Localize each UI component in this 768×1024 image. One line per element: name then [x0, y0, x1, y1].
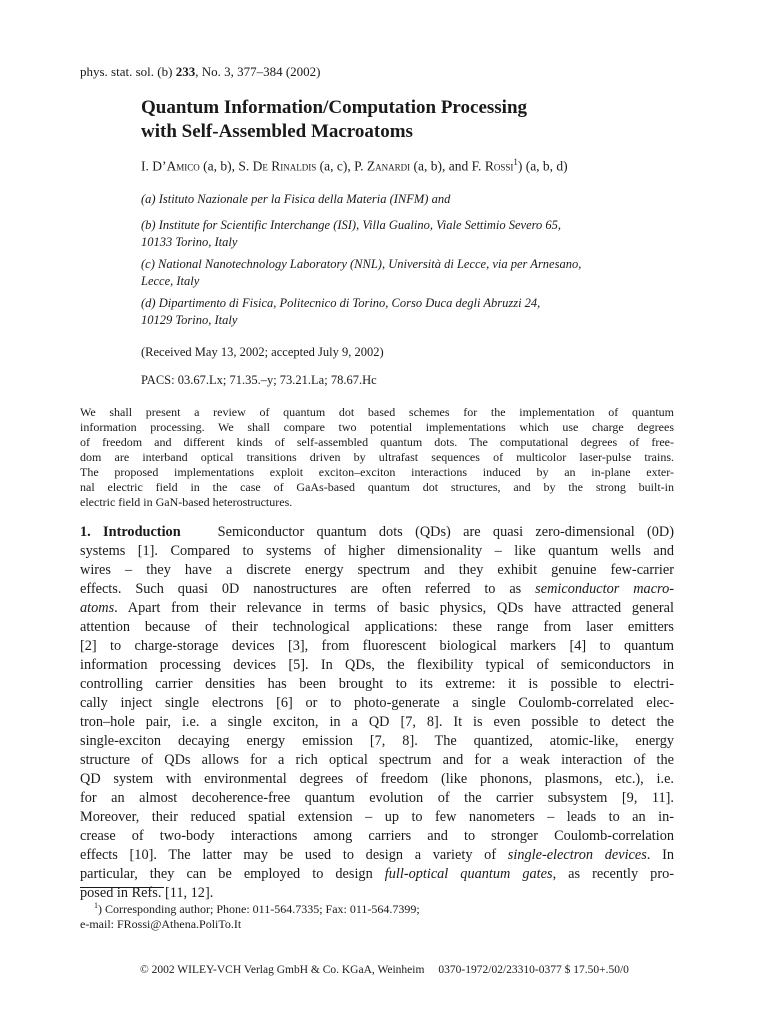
- intro-line: [80, 523, 674, 542]
- title-line-2: with Self-Assembled Macroatoms: [141, 121, 413, 142]
- footnote-divider: [80, 887, 164, 888]
- intro-text: effects [10]. The latter may be used to design a variety of: [80, 847, 508, 863]
- footnote: [80, 898, 420, 932]
- author-4-initial: F.: [471, 158, 485, 174]
- section-heading: 1. Introduction: [80, 524, 181, 540]
- author-1-affil: (a, b),: [199, 158, 239, 174]
- intro-line: information processing devices [5]. In QDs, the flexibility typical of semiconductors in: [80, 657, 674, 673]
- author-1-surname: Amico: [166, 158, 200, 174]
- author-4-surname: Rossi: [484, 158, 514, 174]
- author-4-footnote-mark: 1: [513, 157, 518, 167]
- intro-emphasis: full-optical quantum gates: [384, 866, 553, 882]
- footnote-mark: 1: [94, 901, 98, 910]
- intro-line: [80, 599, 674, 618]
- page-footer: [140, 964, 629, 976]
- intro-line: systems [1]. Compared to systems of higher dimensionality – like quantum wells and: [80, 543, 674, 559]
- abstract-line: We shall present a review of quantum dot based schemes for the implementation of quantum: [80, 405, 674, 419]
- intro-line: Moreover, their reduced spatial extension – up to few nanometers – leads to an in-: [80, 809, 674, 825]
- intro-line: [80, 865, 674, 884]
- intro-text: particular, they can be employed to design: [80, 866, 385, 882]
- abstract-line: electric field in GaN-based heterostructures.: [80, 495, 293, 509]
- journal-name: phys. stat. sol. (b): [80, 64, 173, 79]
- pacs-codes: PACS: 03.67.Lx; 71.35.–y; 73.21.La; 78.67.Hc: [141, 373, 377, 387]
- footnote-line-1: [80, 898, 420, 917]
- affiliation-b-line-2: 10133 Torino, Italy: [141, 235, 238, 249]
- intro-text: . In: [646, 847, 674, 863]
- footnote-text: ) Corresponding author; Phone: 011-564.7335; Fax: 011-564.7399;: [98, 902, 420, 916]
- intro-line: single-exciton decaying energy emission [7, 8]. The quantized, atomic-like, energy: [80, 733, 674, 749]
- intro-line: structure of QDs allows for a rich optical spectrum and for a weak interaction of the: [80, 752, 674, 768]
- author-3-affil: (a, b), and: [410, 158, 472, 174]
- intro-emphasis: semiconductor macro-: [535, 581, 674, 597]
- intro-line: [2] to charge-storage devices [3], from fluorescent biological markers [4] to quantum: [80, 638, 674, 654]
- intro-emphasis: atoms: [80, 600, 115, 616]
- affiliation-b: [141, 217, 701, 251]
- title-line-1: Quantum Information/Computation Processing: [141, 97, 528, 118]
- copyright-notice: © 2002 WILEY-VCH Verlag GmbH & Co. KGaA, Weinheim: [140, 964, 425, 976]
- author-2-affil: (a, c),: [316, 158, 355, 174]
- affiliation-b-line-1: (b) Institute for Scientific Interchange (ISI), Villa Gualino, Viale Settimio Severo 65,: [141, 218, 562, 232]
- author-2-surname: De Rinaldis: [252, 158, 317, 174]
- received-dates: (Received May 13, 2002; accepted July 9, 2002): [141, 345, 384, 359]
- intro-line: attention because of their technological applications: these range from laser emitters: [80, 619, 674, 635]
- intro-line: wires – they have a discrete energy spectrum and they exhibit genuine few-carrier: [80, 562, 674, 578]
- author-1-initial: I. D’: [141, 158, 167, 174]
- author-3-surname: Zanardi: [366, 158, 411, 174]
- affiliation-c-line-2: Lecce, Italy: [141, 274, 200, 288]
- affiliation-d-line-2: 10129 Torino, Italy: [141, 313, 238, 327]
- intro-line: [80, 580, 674, 599]
- intro-line: crease of two-body interactions among carriers and to stronger Coulomb-correlation: [80, 828, 674, 844]
- intro-text: . Apart from their relevance in terms of basic physics, QDs have attracted general: [114, 600, 674, 616]
- abstract-line: The proposed implementations exploit exciton–exciton interactions induced by an in-plane exter-: [80, 465, 674, 479]
- abstract-line: nal electric field in the case of GaAs-based quantum dot structures, and by the strong built-in: [80, 480, 674, 494]
- intro-emphasis: single-electron devices: [507, 847, 647, 863]
- abstract-line: of freedom and different kinds of self-assembled quantum dots. The computational degrees of free-: [80, 435, 674, 449]
- abstract-line: information processing. We shall compare two potential implementations which use charge degrees: [80, 420, 674, 434]
- affiliation-d: [141, 295, 701, 329]
- affiliation-c: [141, 256, 701, 290]
- journal-citation: [80, 64, 321, 80]
- affiliation-c-line-1: (c) National Nanotechnology Laboratory (NNL), Università di Lecce, via per Arnesano,: [141, 257, 582, 271]
- abstract: [80, 405, 674, 510]
- intro-line: cally inject single electrons [6] or to photo-generate a single Coulomb-correlated elec-: [80, 695, 674, 711]
- intro-text: Semiconductor quantum dots (QDs) are quasi zero-dimensional (0D): [217, 524, 674, 540]
- publication-code: 0370-1972/02/23310-0377 $ 17.50+.50/0: [438, 964, 629, 976]
- author-4-affil: ) (a, b, d): [517, 158, 568, 174]
- intro-line: [80, 846, 674, 865]
- footnote-line-2: e-mail: FRossi@Athena.PoliTo.It: [80, 917, 242, 931]
- intro-text: , as recently pro-: [552, 866, 674, 882]
- introduction-section: [80, 523, 674, 903]
- journal-issue-pages: , No. 3, 377–384 (2002): [195, 64, 321, 79]
- affiliation-d-line-1: (d) Dipartimento di Fisica, Politecnico di Torino, Corso Duca degli Abruzzi 24,: [141, 296, 541, 310]
- intro-line: tron–hole pair, i.e. a single exciton, in a QD [7, 8]. It is even possible to detect the: [80, 714, 674, 730]
- affiliation-a: (a) Istituto Nazionale per la Fisica della Materia (INFM) and: [141, 192, 451, 206]
- journal-volume: 233: [175, 64, 196, 79]
- intro-line: controlling carrier densities has been brought to its extreme: it is possible to electri-: [80, 676, 674, 692]
- intro-line: posed in Refs. [11, 12].: [80, 885, 214, 901]
- paper-title: [141, 96, 701, 144]
- author-3-initial: P.: [354, 158, 367, 174]
- author-list: [141, 157, 568, 175]
- abstract-line: dom are interband optical transitions driven by ultrafast sequences of multicolor laser-pulse trains.: [80, 450, 674, 464]
- intro-line: QD system with environmental degrees of freedom (like phonons, plasmons, etc.), i.e.: [80, 771, 674, 787]
- intro-line: for an almost decoherence-free quantum evolution of the carrier subsystem [9, 11].: [80, 790, 674, 806]
- intro-text: effects. Such quasi 0D nanostructures are often referred to as: [80, 581, 536, 597]
- author-2-initial: S.: [238, 158, 253, 174]
